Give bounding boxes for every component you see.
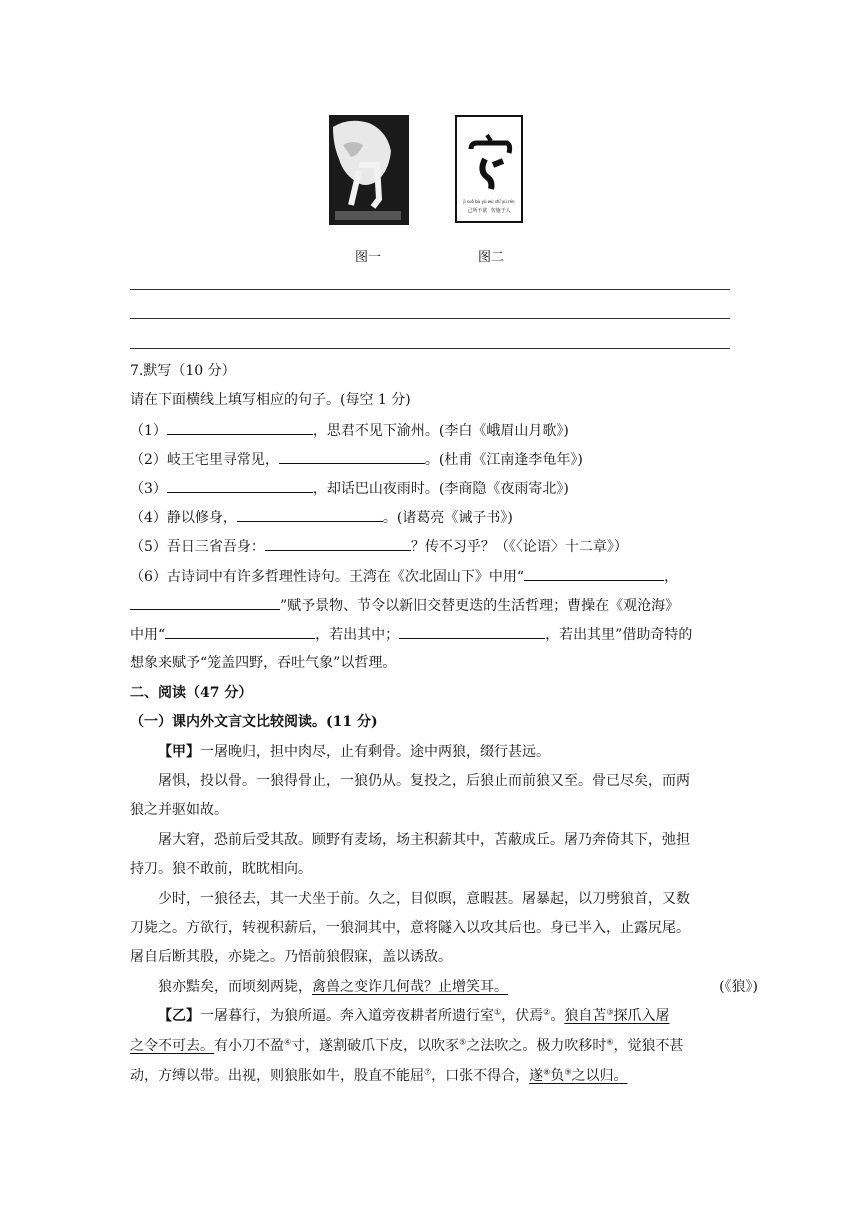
figure-2-image [455, 115, 523, 223]
figure-1-image [329, 115, 409, 225]
item-number: （5） [130, 539, 167, 555]
note-1: ① [494, 1007, 502, 1017]
passage-text: 之以归。 [571, 1068, 628, 1084]
passage-a-p3-line-2: 持刀。狼不敢前，眈眈相向。 [130, 861, 312, 877]
q7-title: 7.默写（10 分） [130, 363, 236, 379]
blank-8[interactable] [165, 623, 315, 639]
passage-text: 动，方缚以带。出视，则狼胀如牛，股直不能屈 [130, 1068, 424, 1084]
q7-item-6-line-2 [130, 594, 730, 616]
item-number: （6） [130, 569, 167, 585]
underlined-sentence [564, 1008, 669, 1024]
passage-b-line-2 [130, 1036, 730, 1056]
passage-text: 遂 [529, 1068, 544, 1084]
note-7: ⑦ [424, 1067, 432, 1077]
item-text: 。(杜甫《江南逢李龟年》) [424, 452, 583, 468]
passage-text: 寸，遂割破爪下皮，以吹豕 [291, 1038, 460, 1054]
passage-text: 探爪入屠 [613, 1008, 670, 1024]
note-2: ② [543, 1007, 551, 1017]
passage-b-line-3 [130, 1066, 730, 1086]
q7-item-6-line-4: 想象来赋予“笼盖四野，吞吐气象”以哲理。 [130, 655, 397, 671]
passage-a-p2-line-1: 屠惧，投以骨。一狼得骨止，一狼仍从。复投之，后狼止而前狼又至。骨已尽矣，而两 [158, 773, 690, 789]
passage-text: 。 [550, 1008, 565, 1024]
blank-3[interactable] [167, 477, 313, 493]
passage-a-p1 [130, 742, 758, 762]
item-number: （1） [130, 423, 167, 439]
blank-7[interactable] [130, 594, 280, 610]
passage-a-source: (《狼》) [719, 979, 758, 995]
section-2-sub-1: （一）课内外文言文比较阅读。(11 分) [130, 714, 378, 730]
q7-item-1 [130, 419, 730, 441]
item-number: （4） [130, 510, 167, 526]
item-number: （2） [130, 452, 167, 468]
q7-item-3 [130, 477, 730, 499]
item-text: 。(诸葛亮《诫子书》) [382, 510, 513, 526]
item-text: ，思君不见下渝州。(李白《峨眉山月歌》) [312, 423, 569, 439]
passage-a-p2-line-2: 狼之并驱如故。 [130, 802, 228, 818]
answer-line-3[interactable] [130, 348, 730, 349]
q7-item-6-line-1 [130, 565, 730, 587]
item-text: ，若出其中； [315, 627, 400, 643]
note-3: ③ [606, 1007, 614, 1017]
blank-5[interactable] [265, 535, 411, 551]
figure-2-caption: 图二 [478, 250, 505, 265]
underlined-sentence: 禽兽之变诈几何哉？止增笑耳。 [312, 979, 508, 995]
item-text: ”赋予景物、节令以新旧交替更迭的生活哲理；曹操在《观沧海》 [280, 598, 680, 614]
passage-text: 一屠暮行，为狼所逼。奔入道旁夜耕者所遗行室 [200, 1008, 494, 1024]
blank-4[interactable] [237, 506, 383, 522]
section-2-title: 二、阅读（47 分） [130, 685, 253, 701]
note-8: ⑧ [543, 1067, 551, 1077]
passage-a-p4-line-1: 少时，一狼径去，其一犬坐于前。久之，目似暝，意暇甚。屠暴起，以刀劈狼首，又数 [158, 891, 690, 907]
passage-a-p4-line-3: 屠自后断其股，亦毙之。乃悟前狼假寐，盖以诱敌。 [130, 949, 452, 965]
blank-6[interactable] [524, 565, 664, 581]
note-6: ⑥ [606, 1037, 614, 1047]
item-text: 吾日三省吾身： [166, 539, 265, 555]
figure-2-chars: 己所不欲 勿施于人 [467, 208, 511, 214]
item-text: 岐王宅里寻常见， [166, 452, 279, 468]
passage-a-p4-line-2: 刀毙之。方欲行，转视积薪后，一狼洞其中，意将隧入以攻其后也。身已半入，止露尻尾。 [130, 920, 690, 936]
underlined-sentence [529, 1068, 627, 1084]
blank-1[interactable] [167, 419, 313, 435]
passage-b-label: 【乙】 [158, 1008, 200, 1024]
q7-item-6-line-3 [130, 623, 730, 645]
blank-2[interactable] [279, 448, 425, 464]
passage-text: 一屠晚归，担中肉尽，止有剩骨。途中两狼，缀行甚远。 [200, 744, 550, 760]
figure-1-caption: 图一 [355, 250, 382, 265]
answer-line-2[interactable] [130, 318, 730, 319]
item-number: （3） [130, 481, 167, 497]
q7-item-2 [130, 448, 730, 470]
passage-a-p5 [130, 977, 758, 997]
passage-text: ，觉狼不甚 [613, 1038, 684, 1054]
figure-2-pinyin: jì suǒ bù yù wù shī yú rén [463, 199, 515, 204]
item-text: 静以修身， [166, 510, 237, 526]
q7-item-5 [130, 535, 730, 557]
passage-b-line-1 [130, 1006, 758, 1026]
note-9: ⑨ [564, 1067, 572, 1077]
passage-text: 负 [550, 1068, 565, 1084]
note-5: ⑤ [459, 1037, 467, 1047]
answer-line-1[interactable] [130, 289, 730, 290]
note-4: ④ [284, 1037, 292, 1047]
item-text: 古诗词中有许多哲理性诗句。王湾在《次北固山下》中用“ [166, 569, 525, 585]
item-text: 中用“ [130, 627, 166, 643]
passage-a-label: 【甲】 [158, 744, 200, 760]
passage-text: 狼亦黠矣，而顷刻两毙， [158, 979, 312, 995]
item-text: ？传不习乎？（《〈论语〉十二章》） [410, 539, 628, 555]
passage-a-p3-line-1: 屠大窘，恐前后受其敌。顾野有麦场，场主积薪其中，苫蔽成丘。屠乃奔倚其下，弛担 [158, 832, 690, 848]
calligraphy-graphic [457, 121, 521, 201]
passage-text: 有小刀不盈 [214, 1038, 284, 1054]
q7-instruction: 请在下面横线上填写相应的句子。(每空 1 分) [130, 392, 411, 408]
blank-9[interactable] [399, 623, 545, 639]
item-text: ，却话巴山夜雨时。(李商隐《夜雨寄北》) [312, 481, 569, 497]
passage-text: 之法吹之。极力吹移时 [466, 1038, 607, 1054]
q7-item-4 [130, 506, 730, 528]
passage-text: ，口张不得合， [431, 1068, 530, 1084]
passage-text: ，伏焉 [501, 1008, 544, 1024]
item-text: ，若出其里”借助奇特的 [545, 627, 693, 643]
passage-text: 狼自苫 [564, 1008, 607, 1024]
underlined-sentence: 之令不可去。 [130, 1038, 214, 1054]
item-text: ， [664, 569, 679, 585]
